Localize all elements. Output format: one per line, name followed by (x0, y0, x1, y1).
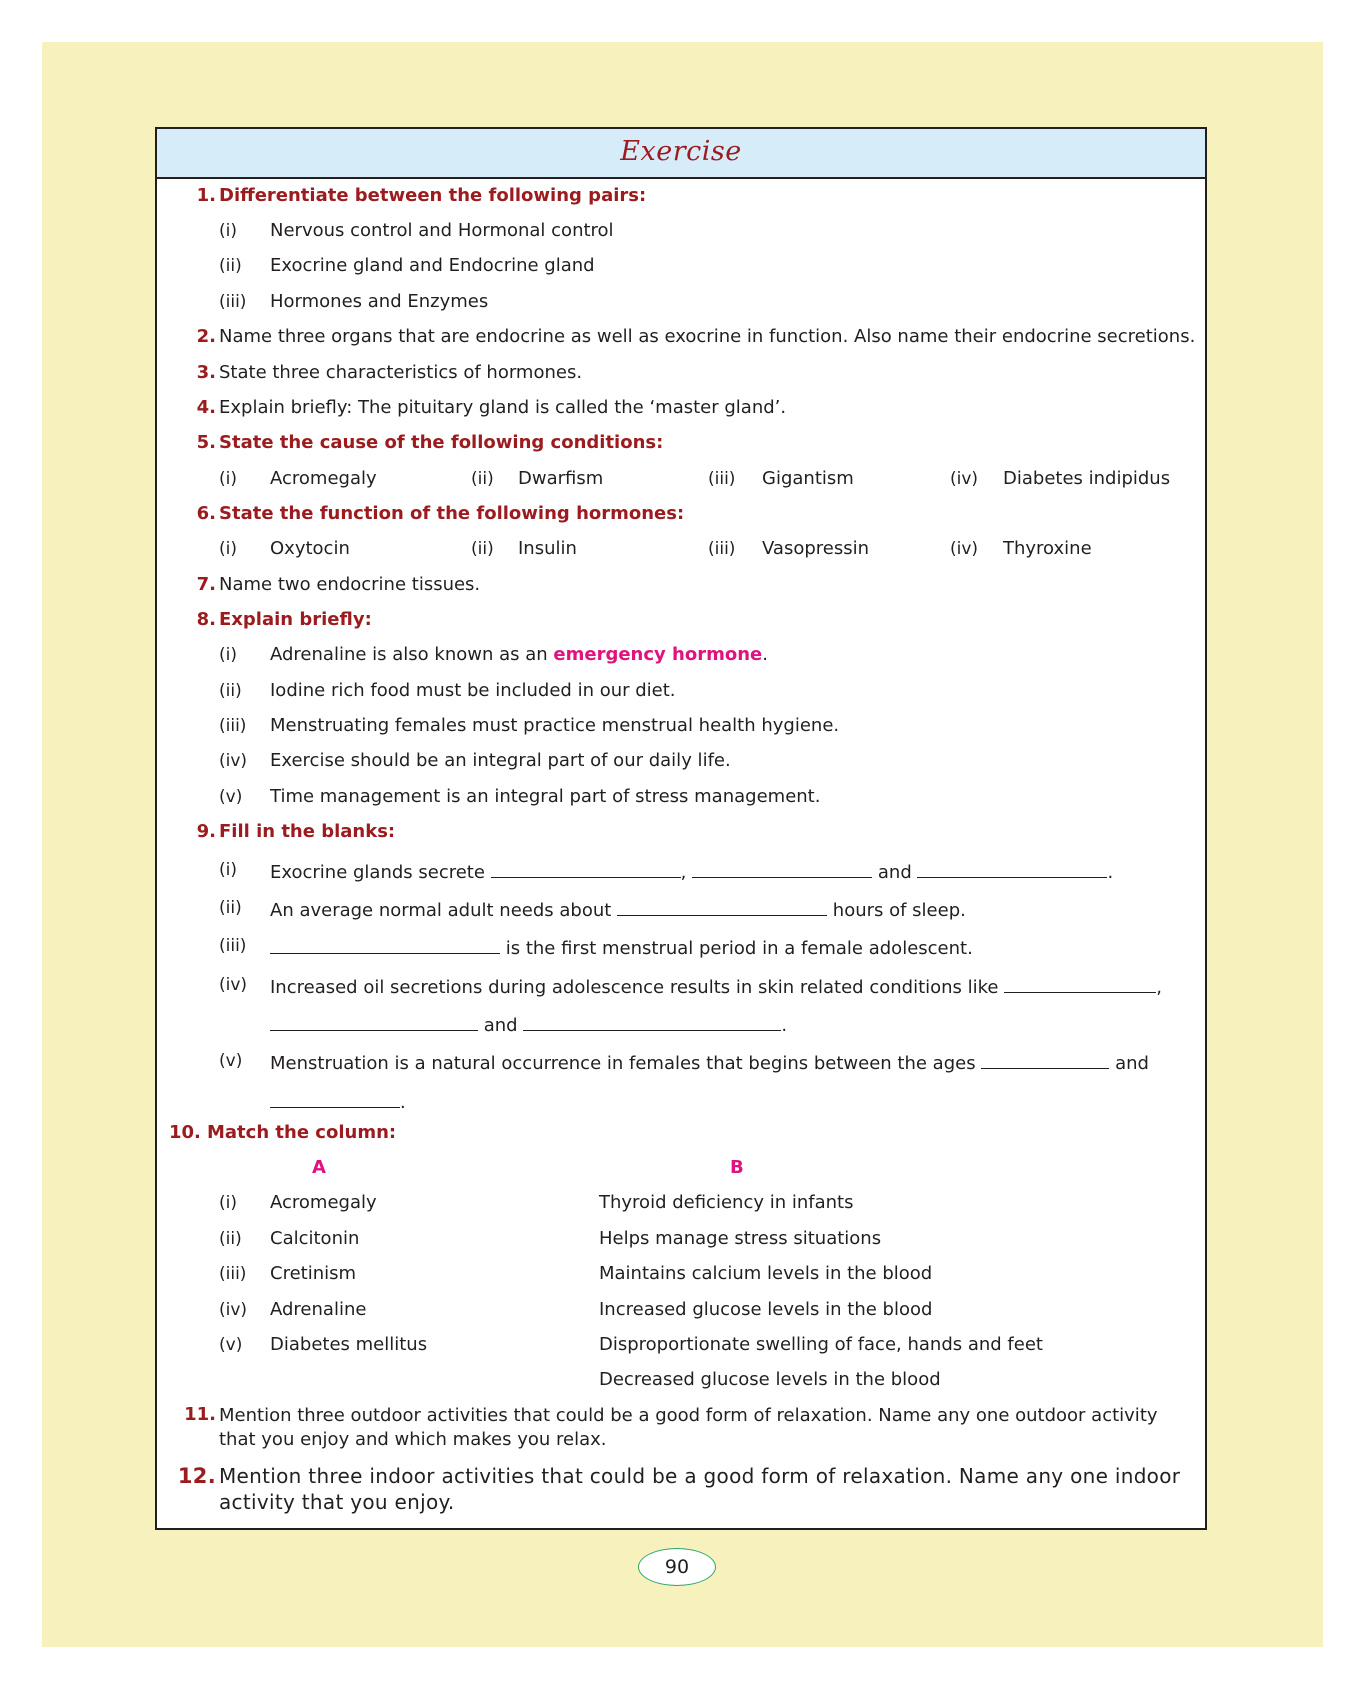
item-roman: (iii) (708, 539, 736, 559)
blank-field[interactable] (692, 859, 872, 878)
column-a-text: Calcitonin (270, 1228, 360, 1249)
item-text: Thyroxine (1003, 538, 1092, 559)
blank-field[interactable] (1004, 974, 1156, 993)
blank-suffix: hours of sleep. (832, 900, 966, 921)
column-b-header: B (730, 1157, 744, 1178)
item-roman: (iii) (219, 936, 247, 956)
item-roman: (ii) (219, 681, 242, 701)
column-a-text: Cretinism (270, 1263, 357, 1284)
conjunction: and (483, 1015, 518, 1036)
column-b-text: Decreased glucose levels in the blood (599, 1369, 941, 1390)
question-number: 10. (169, 1122, 201, 1143)
blank-field[interactable] (491, 859, 681, 878)
item-roman: (i) (219, 1193, 237, 1213)
page-number: 90 (638, 1548, 716, 1586)
item-roman: (i) (219, 539, 237, 559)
item-roman: (v) (219, 787, 243, 807)
conjunction: and (877, 862, 912, 883)
item-roman: (i) (219, 221, 237, 241)
period: . (400, 1092, 406, 1113)
blank-field[interactable] (523, 1012, 781, 1031)
item-roman: (v) (219, 1335, 243, 1355)
item-text: Exercise should be an integral part of our daily life. (270, 750, 731, 771)
item-text: Iodine rich food must be included in our diet. (270, 680, 676, 701)
question-number: 1. (196, 185, 216, 206)
item-text: Gigantism (762, 468, 854, 489)
item-text (270, 974, 1162, 999)
question-number: 2. (196, 326, 216, 347)
item-roman: (iv) (219, 1300, 248, 1320)
item-text: Diabetes indipidus (1003, 468, 1171, 489)
question-number: 4. (196, 397, 216, 418)
item-text (270, 1050, 1149, 1075)
question-text: Explain briefly: The pituitary gland is called the ‘master gland’. (219, 397, 787, 418)
question-text: State the function of the following hormones: (219, 503, 685, 524)
item-roman: (iv) (219, 751, 248, 771)
item-roman: (iii) (708, 469, 736, 489)
exercise-title: Exercise (620, 136, 742, 167)
item-text-before: Adrenaline is also known as an (270, 644, 554, 665)
blank-prompt: Menstruation is a natural occurrence in females that begins between the ages (270, 1053, 976, 1074)
column-a-text: Diabetes mellitus (270, 1334, 428, 1355)
blank-field[interactable] (617, 897, 827, 916)
question-text: Fill in the blanks: (219, 821, 396, 842)
column-b-text: Increased glucose levels in the blood (599, 1299, 933, 1320)
item-text: Oxytocin (270, 538, 350, 559)
separator: , (1156, 977, 1162, 998)
item-roman: (ii) (219, 1229, 242, 1249)
blank-prompt: An average normal adult needs about (270, 900, 612, 921)
item-roman: (ii) (471, 469, 494, 489)
item-roman: (i) (219, 860, 237, 880)
column-a-text: Acromegaly (270, 1192, 377, 1213)
question-text: Explain briefly: (219, 609, 372, 630)
item-text (270, 644, 768, 666)
item-roman: (iii) (219, 292, 247, 312)
item-text: Dwarfism (518, 468, 604, 489)
blank-field[interactable] (981, 1050, 1109, 1069)
question-number: 6. (196, 503, 216, 524)
column-b-text: Helps manage stress situations (599, 1228, 882, 1249)
question-number: 5. (196, 432, 216, 453)
question-text: Name three organs that are endocrine as well as exocrine in function. Also name their endocrine secretions. (219, 326, 1196, 347)
question-number: 3. (196, 362, 216, 383)
item-text: Hormones and Enzymes (270, 291, 489, 312)
question-text: Name two endocrine tissues. (219, 574, 481, 595)
item-roman: (ii) (219, 256, 242, 276)
blank-prompt: Increased oil secretions during adolescence results in skin related conditions like (270, 977, 999, 998)
question-text: State three characteristics of hormones. (219, 362, 583, 383)
question-number: 7. (196, 574, 216, 595)
separator: , (680, 862, 687, 883)
item-roman: (iv) (950, 469, 979, 489)
question-text: State the cause of the following conditions: (219, 432, 664, 453)
question-text: Match the column: (207, 1122, 397, 1143)
item-roman: (ii) (219, 898, 242, 918)
blank-prompt: Exocrine glands secrete (270, 862, 485, 883)
item-roman: (ii) (471, 539, 494, 559)
question-text: Mention three outdoor activities that could be a good form of relaxation. Name any one outdoor activity that you enjoy and which makes you relax. (219, 1405, 1158, 1450)
question-number: 12. (177, 1464, 216, 1488)
column-b-text: Thyroid deficiency in infants (599, 1192, 854, 1213)
item-roman: (iii) (219, 716, 247, 736)
item-roman: (iv) (219, 975, 248, 995)
exercise-header (157, 129, 1205, 179)
period: . (1107, 862, 1114, 883)
item-text (270, 897, 966, 922)
exercise-box (155, 127, 1207, 1530)
item-text-after: . (762, 644, 768, 665)
item-text: Exocrine gland and Endocrine gland (270, 255, 595, 276)
column-b-text: Disproportionate swelling of face, hands and feet (599, 1334, 1043, 1355)
question-number: 8. (196, 609, 216, 630)
blank-field[interactable] (270, 1089, 400, 1108)
item-text (270, 935, 973, 960)
question-text: Differentiate between the following pairs: (219, 185, 647, 206)
conjunction: and (1115, 1053, 1149, 1074)
question-number: 11. (184, 1404, 216, 1425)
blank-field[interactable] (270, 1012, 478, 1031)
item-text: Menstruating females must practice menstrual health hygiene. (270, 715, 840, 736)
blank-field[interactable] (270, 935, 500, 954)
item-text: Nervous control and Hormonal control (270, 220, 614, 241)
item-text (270, 1089, 406, 1114)
blank-suffix: is the first menstrual period in a female adolescent. (505, 938, 973, 959)
item-text (270, 1012, 787, 1037)
question-text: Mention three indoor activities that could be a good form of relaxation. Name any one indoor activity that you enjoy. (219, 1464, 1181, 1514)
item-text (270, 859, 1113, 884)
column-a-text: Adrenaline (270, 1299, 367, 1320)
item-text: Acromegaly (270, 468, 377, 489)
period: . (781, 1015, 788, 1036)
highlighted-term: emergency hormone (553, 644, 763, 665)
column-a-header: A (312, 1157, 326, 1178)
item-text: Vasopressin (762, 538, 870, 559)
column-b-text: Maintains calcium levels in the blood (599, 1263, 933, 1284)
item-roman: (i) (219, 645, 237, 665)
item-roman: (i) (219, 469, 237, 489)
question-number: 9. (196, 821, 216, 842)
item-text: Time management is an integral part of stress management. (270, 786, 821, 807)
blank-field[interactable] (917, 859, 1107, 878)
item-roman: (iii) (219, 1264, 247, 1284)
item-roman: (iv) (950, 539, 979, 559)
item-roman: (v) (219, 1051, 243, 1071)
item-text: Insulin (518, 538, 577, 559)
